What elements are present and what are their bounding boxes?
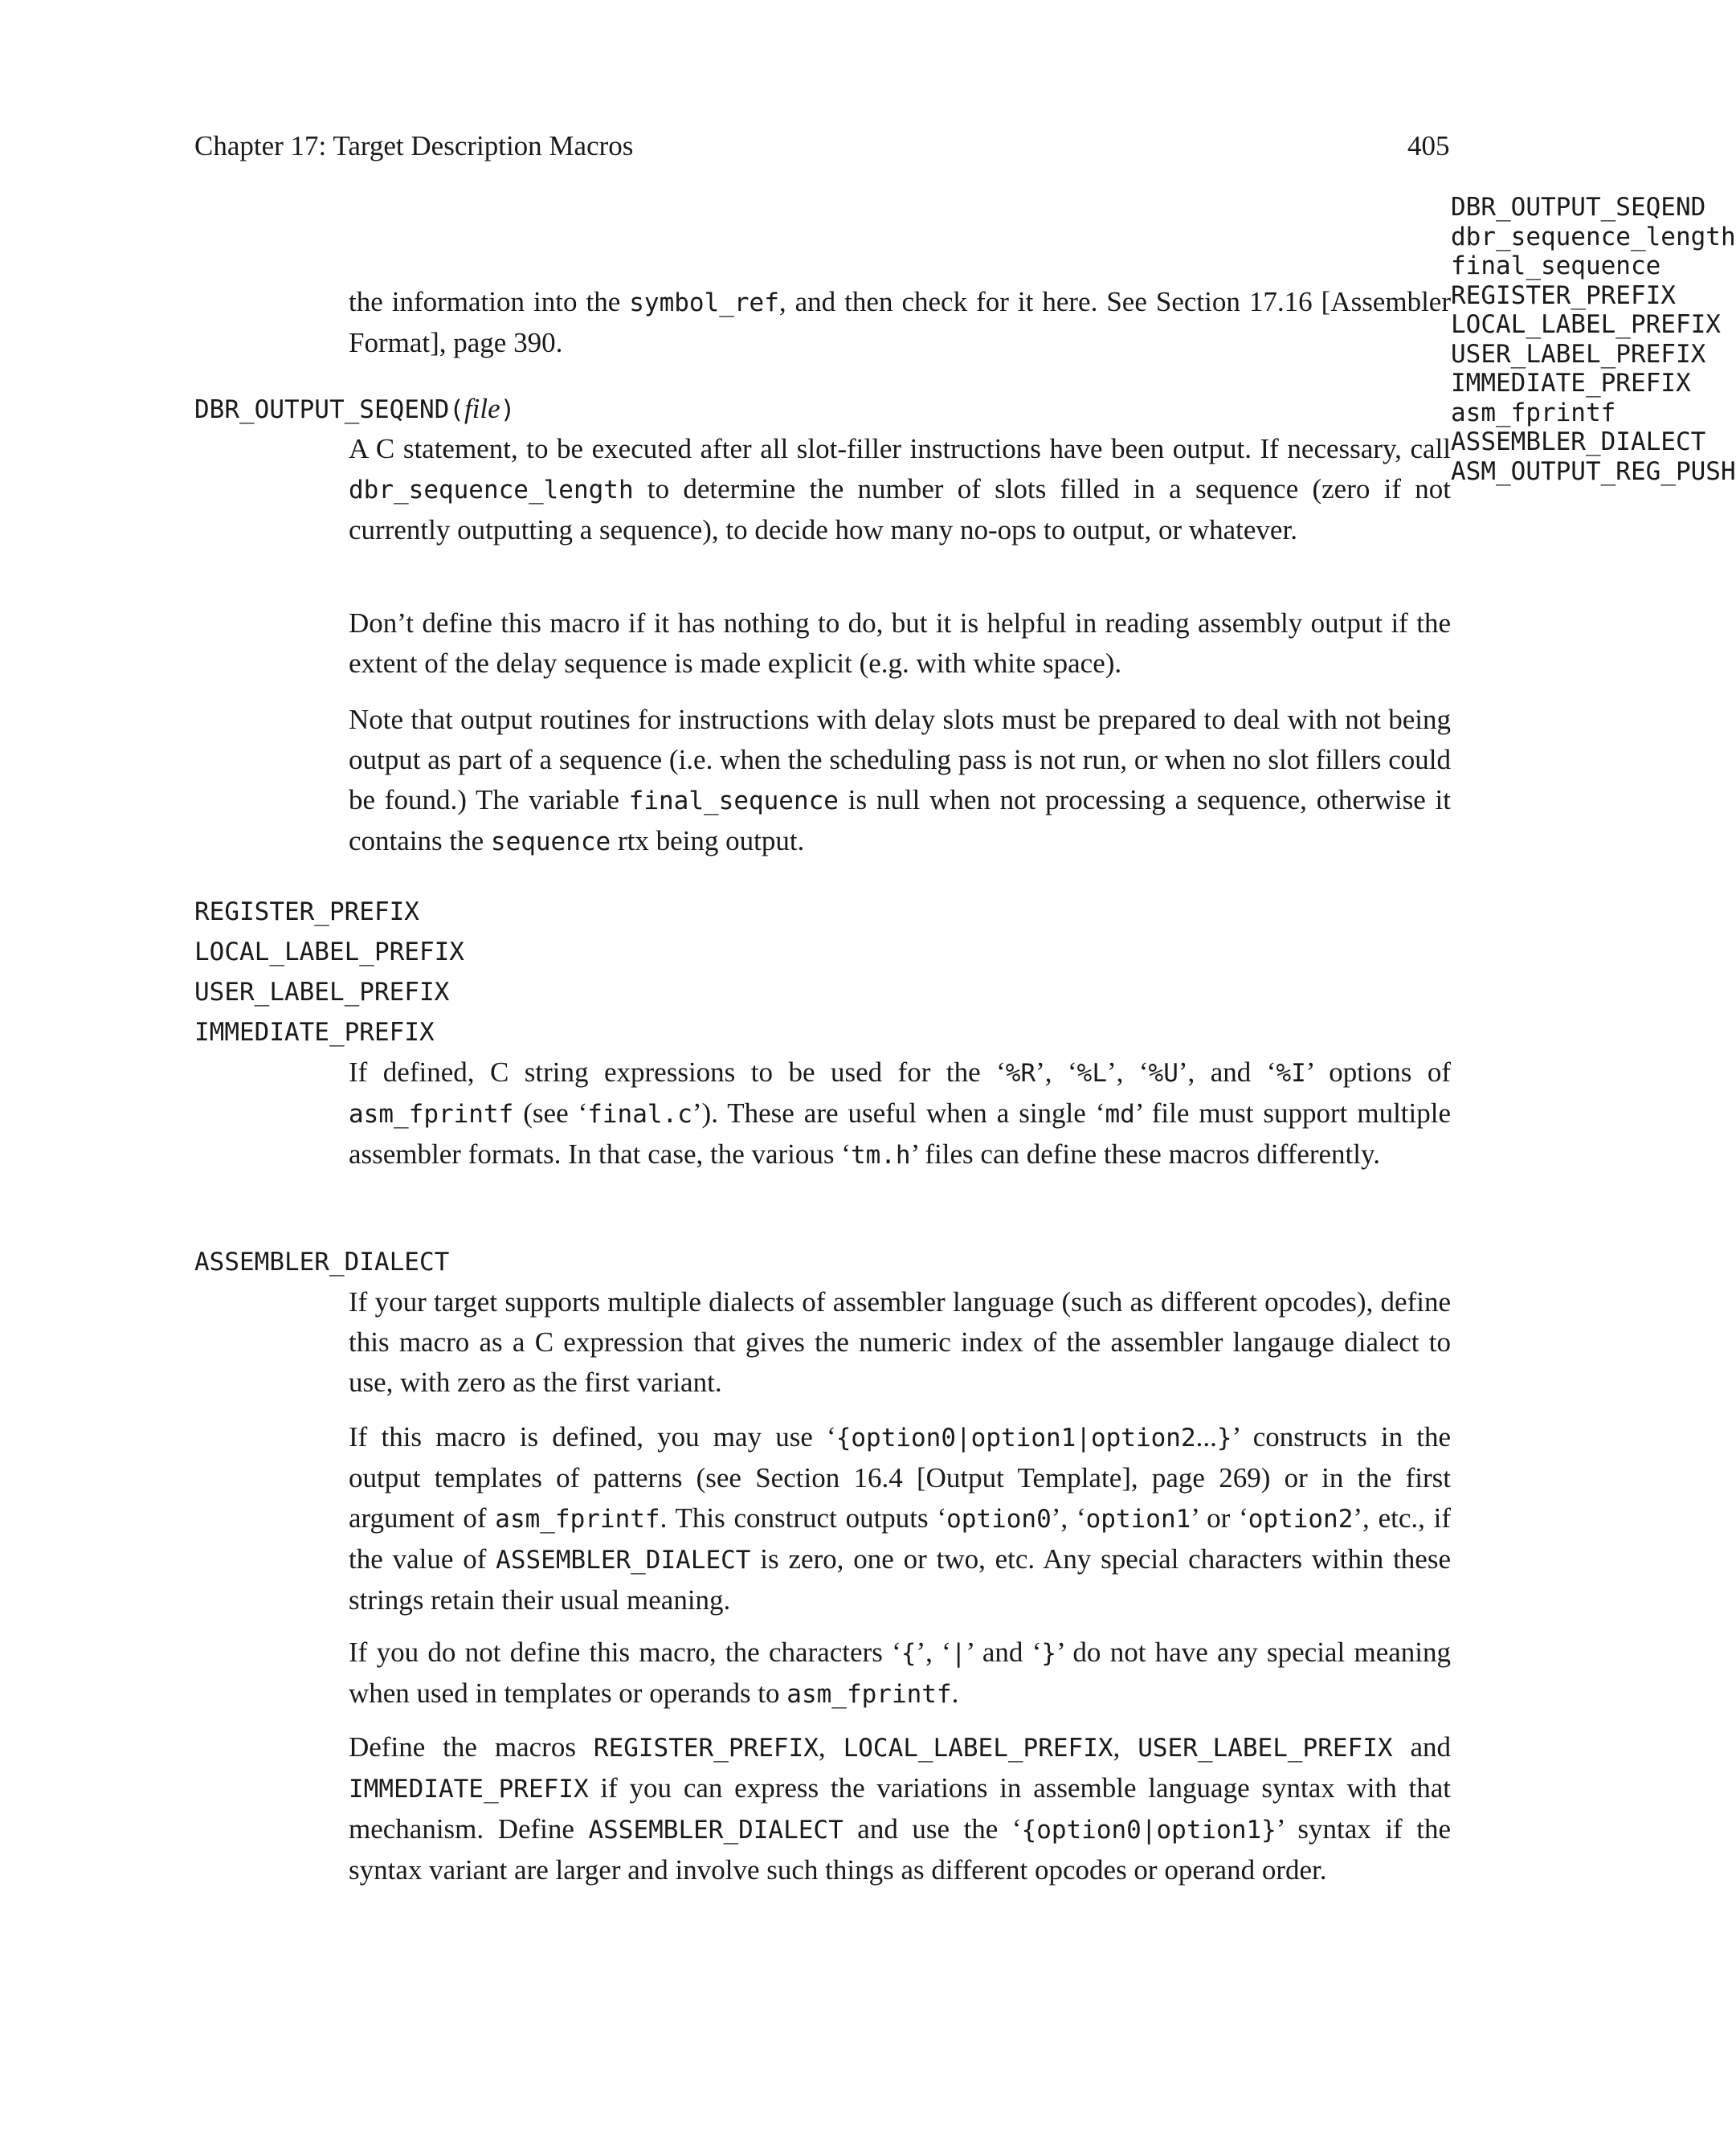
page-number: 405 (1407, 130, 1450, 161)
margin-index-entry: IMMEDIATE_PREFIX (1451, 369, 1691, 398)
margin-index-entry: DBR_OUTPUT_SEQEND (1451, 193, 1706, 222)
prefix-paragraph: If defined, C string expressions to be used for the ‘%R’, ‘%L’, ‘%U’, and ‘%I’ options of asm_fprintf (see ‘final.c’). These are useful when a single ‘md’ file must support multiple assembler formats. In that case, the various ‘tm.h’ files can define these macros differently. (349, 1056, 1452, 1170)
dbr-paragraph-3: Note that output routines for instructions with delay slots must be prepared to deal with not being output as part of a sequence (i.e. when the scheduling pass is not run, or when no slot fillers could be found.) The variable final_sequence is null when not processing a sequence, otherwise it contains the sequence rtx being output. (349, 704, 1451, 856)
margin-index-entry: ASM_OUTPUT_REG_PUSH (1451, 456, 1736, 486)
margin-index (1451, 193, 1736, 486)
margin-index-entry: REGISTER_PREFIX (1451, 280, 1676, 310)
definition-term-user-label-prefix: USER_LABEL_PREFIX (194, 978, 450, 1007)
definition-term-dbr-output-seqend: DBR_OUTPUT_SEQEND(file) (194, 393, 516, 424)
dialect-paragraph-1: If your target supports multiple dialects of assembler language (such as different opcodes), define this macro as a C expression that gives the numeric index of the assembler langauge dialect to use, with zero as the first variant. (349, 1286, 1451, 1398)
margin-index-entry: final_sequence (1451, 251, 1661, 280)
definition-term-register-prefix: REGISTER_PREFIX (194, 897, 419, 926)
margin-index-entry: LOCAL_LABEL_PREFIX (1451, 310, 1721, 339)
margin-index-entry: asm_fprintf (1451, 398, 1616, 427)
definition-term-local-label-prefix: LOCAL_LABEL_PREFIX (194, 938, 464, 966)
continuation-paragraph: the information into the symbol_ref, and then check for it here. See Section 17.16 [Assembler Format], page 390. (349, 286, 1451, 358)
margin-index-entry: ASSEMBLER_DIALECT (1451, 427, 1706, 456)
dialect-paragraph-4: Define the macros REGISTER_PREFIX, LOCAL_LABEL_PREFIX, USER_LABEL_PREFIX and IMMEDIATE_PREFIX if you can express the variations in assemble language syntax with that mechanism. Define ASSEMBLER_DIALECT and use the ‘{option0|option1}’ syntax if the syntax variant are larger and involve such things as different opcodes or operand order. (349, 1731, 1452, 1886)
margin-index-entry: USER_LABEL_PREFIX (1451, 339, 1706, 369)
margin-index-entry: dbr_sequence_length (1451, 222, 1736, 251)
dialect-paragraph-3: If you do not define this macro, the characters ‘{’, ‘|’ and ‘}’ do not have any special meaning when used in templates or operands to asm_fprintf. (349, 1637, 1452, 1709)
definition-term-assembler-dialect: ASSEMBLER_DIALECT (194, 1248, 450, 1277)
dbr-paragraph-1: A C statement, to be executed after all slot-filler instructions have been output. If necessary, call dbr_sequence_length to determine the number of slots filled in a sequence (zero if not currently outputting a sequence), to decide how many no-ops to output, or whatever. (349, 433, 1451, 546)
dbr-paragraph-2: Don’t define this macro if it has nothing to do, but it is helpful in reading assembly output if the extent of the delay sequence is made explicit (e.g. with white space). (349, 607, 1451, 679)
definition-term-immediate-prefix: IMMEDIATE_PREFIX (194, 1018, 435, 1047)
dialect-paragraph-2: If this macro is defined, you may use ‘{option0|option1|option2...}’ constructs in the output templates of patterns (see Section 16.4 [Output Template], page 269) or in the first argument of asm_fprintf. This construct outputs ‘option0’, ‘option1’ or ‘option2’, etc., if the value of ASSEMBLER_DIALECT is zero, one or two, etc. Any special characters within these strings retain their usual meaning. (349, 1421, 1452, 1616)
chapter-header: Chapter 17: Target Description Macros (194, 130, 634, 161)
